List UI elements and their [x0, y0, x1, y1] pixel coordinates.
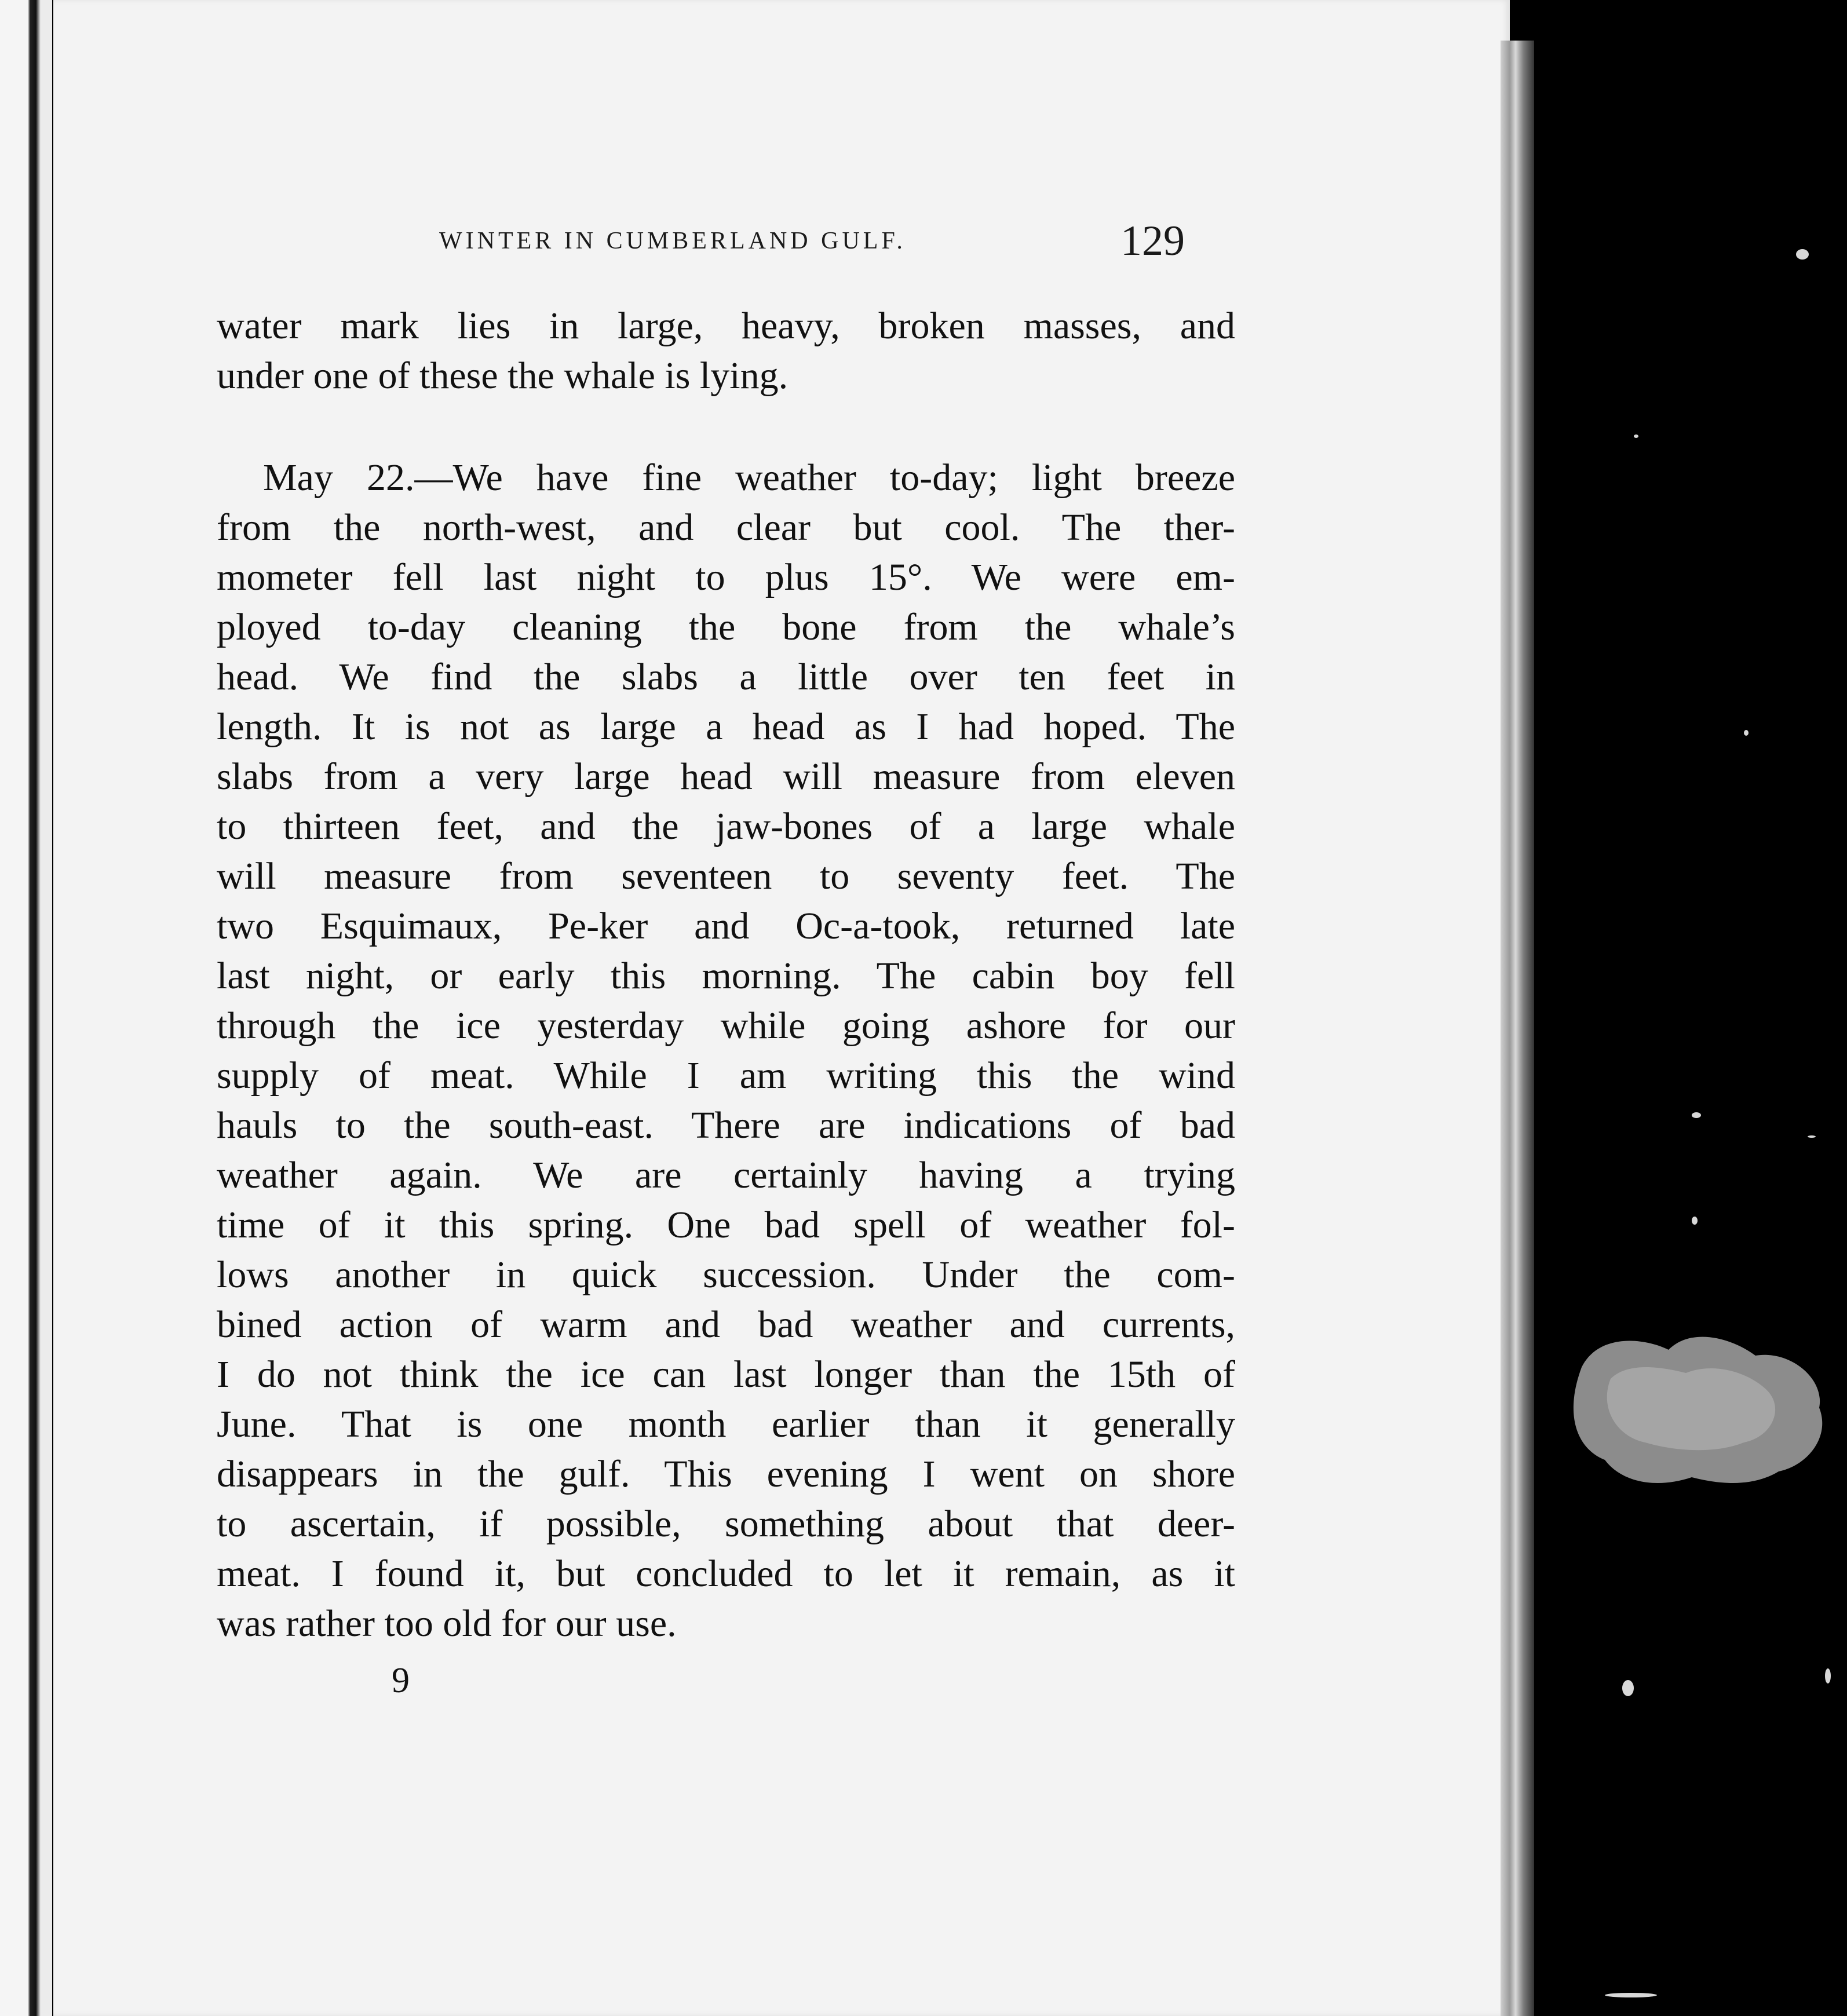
text-line: I do not think the ice can last longer than the 15th of [217, 1353, 1235, 1396]
scan-speck [1692, 1217, 1698, 1225]
text-line: time of it this spring. One bad spell of weather fol- [217, 1204, 1235, 1246]
text-line: will measure from seventeen to seventy feet. The [217, 855, 1235, 897]
text-line: to ascertain, if possible, something about that deer- [217, 1503, 1235, 1545]
text-line: meat. I found it, but concluded to let it remain, as it [217, 1553, 1235, 1595]
text-line: last night, or early this morning. The cabin boy fell [217, 955, 1235, 997]
text-line: head. We find the slabs a little over ten feet in [217, 656, 1235, 698]
text-line: lows another in quick succession. Under the com- [217, 1254, 1235, 1296]
paragraph-1 [217, 301, 1235, 401]
text-line: length. It is not as large a head as I had hoped. The [217, 706, 1235, 748]
text-line: to thirteen feet, and the jaw-bones of a large whale [217, 805, 1235, 848]
paper-stain [1558, 1315, 1837, 1500]
text-line: under one of these the whale is lying. [217, 355, 789, 397]
text-line: ployed to-day cleaning the bone from the whale’s [217, 606, 1235, 648]
scan-speck [1796, 249, 1809, 260]
signature-mark: 9 [392, 1661, 410, 1700]
text-line: mometer fell last night to plus 15°. We were em- [217, 556, 1235, 598]
text-line: bined action of warm and bad weather and currents, [217, 1303, 1235, 1346]
text-line: June. That is one month earlier than it generally [217, 1403, 1235, 1445]
scan-speck [1622, 1680, 1634, 1696]
page-number: 129 [1120, 217, 1185, 265]
running-head-title: WINTER IN CUMBERLAND GULF. [439, 228, 906, 254]
scan-speck [1744, 730, 1749, 736]
scan-speck [1808, 1135, 1816, 1138]
text-line: supply of meat. While I am writing this the wind [217, 1054, 1235, 1097]
text-line: two Esquimaux, Pe-ker and Oc-a-took, returned late [217, 905, 1235, 947]
text-line: weather again. We are certainly having a trying [217, 1154, 1235, 1196]
text-line: slabs from a very large head will measure from eleven [217, 755, 1235, 798]
book-page [53, 0, 1510, 2016]
text-line: through the ice yesterday while going ashore for our [217, 1005, 1235, 1047]
body-text [217, 301, 1235, 1649]
text-line: May 22.—We have fine weather to-day; light breeze [263, 456, 1235, 499]
text-line: from the north-west, and clear but cool. The ther- [217, 506, 1235, 549]
page-edge-stack [1501, 41, 1534, 2016]
scan-speck [1692, 1112, 1701, 1118]
scan-speck [1825, 1668, 1831, 1683]
text-line: water mark lies in large, heavy, broken masses, and [217, 305, 1235, 347]
text-line: hauls to the south-east. There are indications of bad [217, 1104, 1235, 1146]
text-line: disappears in the gulf. This evening I went on shore [217, 1453, 1235, 1495]
book-binding-gutter [0, 0, 52, 2016]
paragraph-spacer [217, 401, 1235, 453]
scan-speck [1634, 434, 1638, 438]
text-line: was rather too old for our use. [217, 1602, 677, 1645]
running-head [53, 217, 1510, 269]
scan-speck [1605, 1993, 1657, 1997]
paragraph-2 [217, 453, 1235, 1649]
